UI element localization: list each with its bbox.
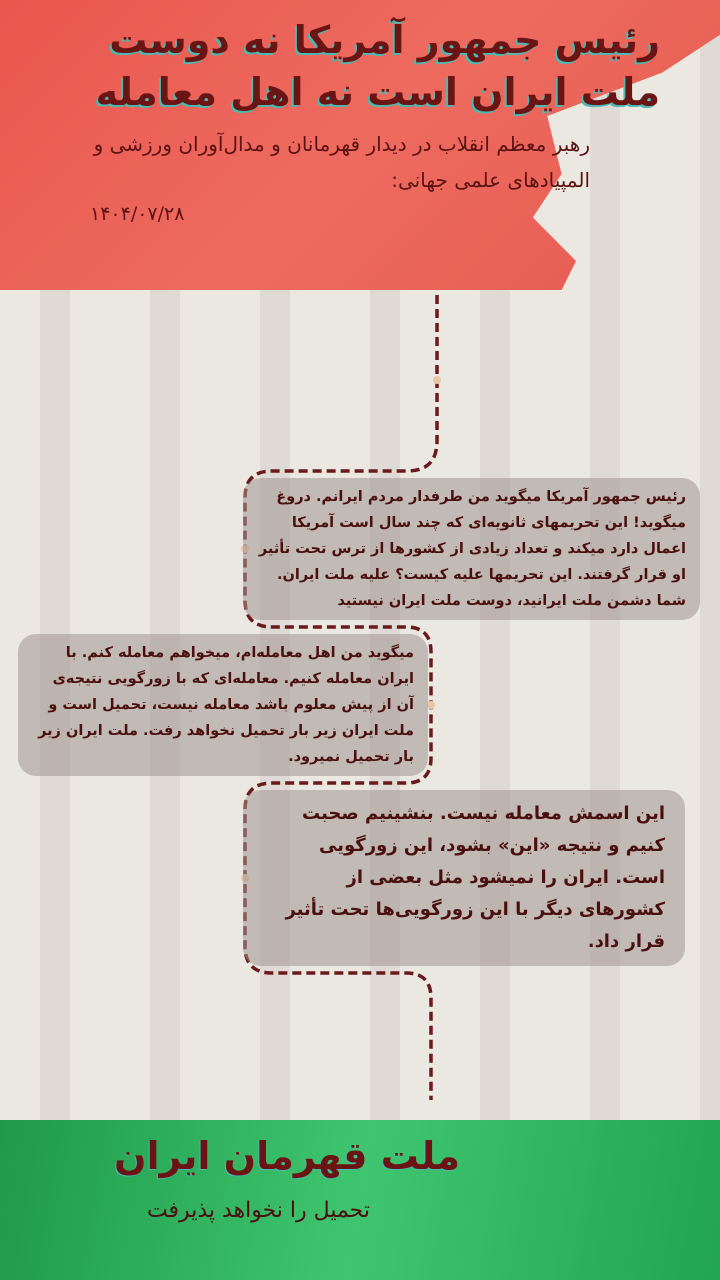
date: ۱۴۰۴/۰۷/۲۸ <box>90 203 185 225</box>
timeline-dot <box>433 376 441 384</box>
footer-title: ملت قهرمان ایران <box>114 1134 460 1178</box>
subtitle: رهبر معظم انقلاب در دیدار قهرمانان و مدال‌آوران ورزشی و المپیادهای علمی جهانی: <box>93 132 590 192</box>
quote-box-2: میگوید من اهل معامله‌ام، میخواهم معامله کنم. با ایران معامله کنیم. معامله‌ای که با زورگویی نتیجه‌ی آن از پیش معلوم باشد معامله نیست، تحمیل است و ملت ایران زیر بار تحمیل نخواهد رفت. ملت ایران زیر بار تحمیل نمیرود. <box>18 634 428 776</box>
quote-box-1: رئیس جمهور آمریکا میگوید من طرفدار مردم ایرانم. دروغ میگوید! این تحریمهای ثانویه‌ای که چند سال است آمریکا اعمال دارد میکند و تعداد زیادی از کشورها از ترس تحت تأثیر او قرار گرفتند. این تحریمها علیه کیست؟ علیه ملت ایران. شما دشمن ملت ایرانید، دوست ملت ایران نیستید <box>243 478 700 620</box>
quote-box-3: این اسمش معامله نیست. بنشینیم صحبت کنیم و نتیجه «این» بشود، این زورگویی است. ایران را نمیشود مثل بعضی از کشورهای دیگر با این زورگویی‌ها تحت تأثیر قرار داد. <box>243 790 685 966</box>
page-title: رئیس جمهور آمریکا نه دوست ملت ایران است نه اهل معامله <box>95 18 660 114</box>
quotes-list <box>0 478 720 966</box>
footer-subtitle: تحمیل را نخواهد پذیرفت <box>146 1198 370 1223</box>
